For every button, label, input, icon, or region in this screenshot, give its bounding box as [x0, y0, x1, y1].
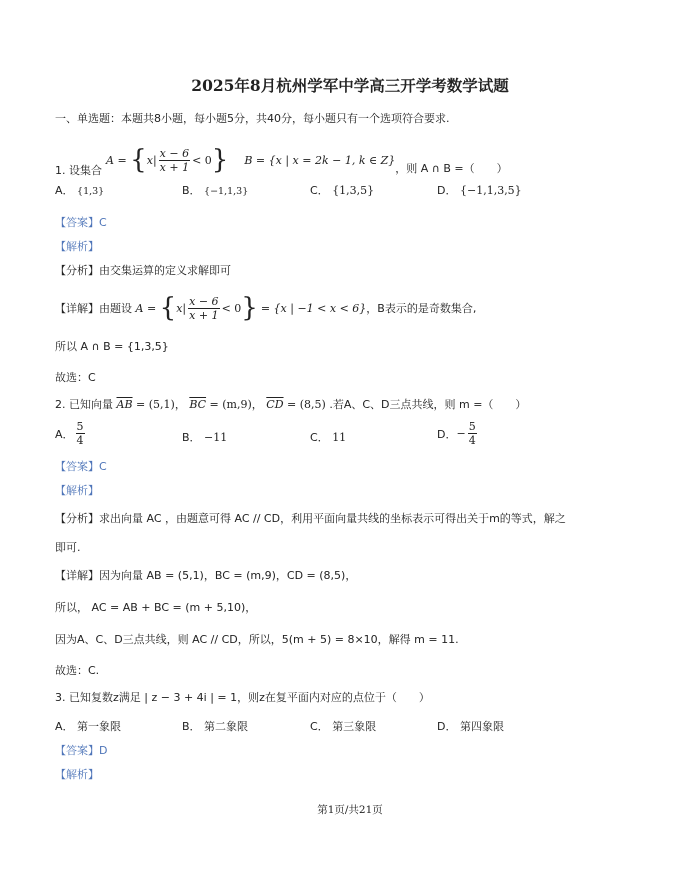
option-value: 第二象限	[204, 720, 249, 733]
q3-option-c	[310, 718, 376, 734]
question-2-stem: 2. 已知向量 $\overline{AB} = (5,1)$， $\overline{BC} = (m,9)$， $\overline{CD} = (8,5)$ .若A、C、D三点共线，则 m =（ ）	[55, 398, 527, 411]
option-label: D．	[437, 427, 457, 441]
option-label: B．	[182, 431, 201, 444]
option-value: 11	[332, 431, 347, 444]
q1-detail: 【详解】由题设 A = { x | $\frac{x - 6}{x + 1}$ < 0 } = {x | −1 < x < 6} ，B表示的是奇数集合,	[55, 293, 477, 323]
q2-choose: 故选：C.	[55, 664, 100, 677]
option-label: D．	[437, 720, 457, 733]
q1-prefix: 1. 设集合	[55, 164, 102, 177]
q2-option-b	[182, 429, 227, 445]
q1-fenxi: 【分析】由交集运算的定义求解即可	[55, 264, 231, 277]
q2-option-a	[55, 420, 87, 447]
q1-suffix: ，则 A ∩ B =（ ）	[395, 162, 508, 175]
question-1-stem: 1. 设集合 A = { x | $\frac{x - 6}{x + 1}$ < 0 } B = {x | x = 2k − 1, k ∈ Z} ，则 A ∩ B =（ ）	[55, 145, 508, 177]
q1-detail-prefix: 【详解】由题设	[55, 302, 132, 315]
option-value: {1,3}	[77, 186, 105, 197]
q1-detail-cond: < 0	[221, 301, 242, 315]
q1-option-d	[437, 182, 522, 198]
option-label: A．	[55, 720, 74, 733]
vector-bc-value: = (m,9)	[209, 398, 252, 411]
q1-set-b: B = {x | x = 2k − 1, k ∈ Z}	[244, 153, 396, 167]
option-numerator: 5	[76, 420, 84, 433]
q2-fenxi-line1: 【分析】求出向量 AC ，由题意可得 AC // CD，利用平面向量共线的坐标表示可得出关于m的等式，解之	[55, 512, 566, 525]
q2-detail: 【详解】因为向量 AB = (5,1)，BC = (m,9)，CD = (8,5)，	[55, 569, 357, 582]
option-value: 第四象限	[459, 720, 504, 733]
q1-detail-numerator: x − 6	[189, 294, 219, 308]
vector-cd-value: = (8,5)	[287, 398, 326, 411]
q2-answer: 【答案】C	[55, 460, 107, 473]
q1-detail-result: = {x | −1 < x < 6}	[260, 301, 367, 315]
q2-so: 所以， AC = AB + BC = (m + 5,10)，	[55, 601, 257, 614]
q2-option-d	[437, 420, 479, 447]
section-header: 一、单选题：本题共8小题，每小题5分，共40分，每小题只有一个选项符合要求.	[55, 112, 450, 125]
option-label: C．	[310, 431, 329, 444]
q3-answer: 【答案】D	[55, 744, 108, 757]
option-denominator: 4	[76, 434, 84, 447]
q1-analysis: 【解析】	[55, 240, 99, 253]
q3-option-d	[437, 718, 504, 734]
page-title: 2025年8月杭州学军中学高三开学考数学试题	[191, 76, 509, 95]
option-value: 第一象限	[77, 720, 122, 733]
vector-cd: $\overline{CD}$	[266, 398, 284, 411]
option-sign: −	[456, 427, 466, 440]
q1-option-b	[182, 182, 248, 198]
q3-option-a	[55, 718, 121, 734]
q1-option-a	[55, 182, 104, 198]
q1-choose: 故选：C	[55, 371, 96, 384]
q1-conclusion: 所以 A ∩ B = {1,3,5}	[55, 340, 169, 353]
q1-answer: 【答案】C	[55, 216, 107, 229]
option-label: C．	[310, 720, 329, 733]
q1-set-a-numerator: x − 6	[159, 146, 190, 160]
q2-fenxi-line2: 即可.	[55, 541, 81, 554]
q1-set-a-denominator: x + 1	[159, 160, 190, 174]
option-numerator: 5	[468, 420, 476, 433]
q2-stem: 2. 已知向量	[55, 398, 113, 411]
vector-bc: $\overline{BC}$	[189, 398, 207, 411]
option-label: A．	[55, 427, 74, 441]
q2-because: 因为A、C、D三点共线，则 AC // CD，所以，5(m + 5) = 8×10，解得 m = 11.	[55, 633, 459, 646]
q2-stem-suffix: .若A、C、D三点共线，则 m =（ ）	[329, 398, 527, 411]
option-value: {1,3,5}	[332, 184, 375, 197]
q2-option-c	[310, 429, 346, 445]
page-footer: 第1页/共21页	[317, 804, 383, 816]
q1-set-a-elem: x	[146, 153, 153, 167]
q1-detail-suffix: ，B表示的是奇数集合,	[366, 302, 477, 315]
option-denominator: 4	[468, 434, 476, 447]
vector-ab: $\overline{AB}$	[116, 398, 133, 411]
option-value: 第三象限	[332, 720, 377, 733]
q1-detail-denominator: x + 1	[189, 308, 219, 322]
question-3-stem: 3. 已知复数z满足 | z − 3 + 4i | = 1，则z在复平面内对应的点位于（ ）	[55, 691, 430, 704]
q1-set-a-cond: < 0	[192, 153, 212, 167]
option-label: B．	[182, 720, 201, 733]
vector-ab-value: = (5,1)	[136, 398, 175, 411]
q1-option-c	[310, 182, 374, 198]
option-label: B．	[182, 184, 201, 197]
option-value: −11	[204, 431, 228, 444]
q2-analysis: 【解析】	[55, 484, 99, 497]
q3-analysis: 【解析】	[55, 768, 99, 781]
q3-option-b	[182, 718, 248, 734]
option-value: {−1,1,3}	[204, 186, 249, 197]
option-label: D．	[437, 184, 457, 197]
option-label: C．	[310, 184, 329, 197]
option-value: {−1,1,3,5}	[459, 184, 522, 197]
option-label: A．	[55, 184, 74, 197]
q1-set-a-var: A	[106, 153, 114, 167]
